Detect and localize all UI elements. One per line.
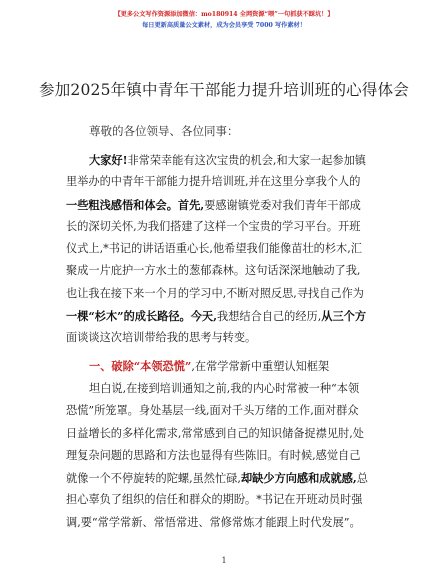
text-line xyxy=(66,423,368,445)
document-title: 参加2025年镇中青年干部能力提升培训班的心得体会 xyxy=(39,81,409,99)
text-line xyxy=(66,238,366,260)
promo-banner-line-1: 【更多公文写作资源添加微信：mo180914 全网资源“喂”一句抓获不踩坑！】 xyxy=(114,11,334,18)
text-line xyxy=(66,400,368,422)
text-run: 理复杂问题的思路和方法也显得有些陈旧。有时候,感觉自己 xyxy=(66,448,361,462)
text-line xyxy=(66,149,366,171)
text-run: 要感谢镇党委对我们青年干部成 xyxy=(204,198,361,212)
heading-text: ,在常学常新中重塑认知框架 xyxy=(191,360,330,373)
heading-emphasis: 一、破除“本领恐慌” xyxy=(89,359,192,373)
text-run: 聚成一片庇护一方水土的葱郁森林。这句话深深地触动了我, xyxy=(66,264,361,278)
paragraph-2 xyxy=(66,378,368,534)
paragraph-1 xyxy=(66,149,366,350)
greeting: 尊敬的各位领导、各位同事： xyxy=(89,124,239,138)
promo-banner-line-2: 每日更新高质量公文素材，成为会员享受 7000 写作素材！ xyxy=(142,22,306,29)
text-run: 坦白说,在接到培训通知之前,我的内心时常被一种“本领 xyxy=(89,382,360,395)
text-run: 非常荣幸能有这次宝贵的机会,和大家一起参加镇 xyxy=(127,154,366,167)
bold-phrase: 从三个方 xyxy=(321,309,367,324)
text-line xyxy=(66,194,366,216)
text-run: 调,要“常学常新、常悟常进、常修常炼才能跟上时代发展”。 xyxy=(66,515,361,529)
text-run: 总 xyxy=(356,472,368,486)
bold-phrase: 一棵“杉木”的成长路径。今天, xyxy=(66,309,218,324)
text-run: 仪式上,*书记的讲话语重心长,他希望我们能像苗壮的杉木,汇 xyxy=(66,242,362,256)
text-line xyxy=(66,260,366,282)
text-run: 也让我在接下来一个月的学习中,不断对照反思,寻找自己作为 xyxy=(66,286,364,300)
text-line xyxy=(66,489,368,511)
text-run: 长的深切关怀,为我们搭建了这样一个宝贵的学习平台。开班 xyxy=(66,219,361,233)
page-number: 1 xyxy=(221,556,227,565)
text-line xyxy=(66,171,366,193)
text-run: 面谈谈这次培训带给我的思考与转变。 xyxy=(66,331,257,345)
text-run: 就像一个不停旋转的陀螺,虽然忙碌, xyxy=(66,472,241,486)
text-run: 里举办的中青年干部能力提升培训班,并在这里分享我个人的 xyxy=(66,175,361,189)
text-run: 我想结合自己的经历, xyxy=(217,310,322,324)
text-run: 恐慌”所笼罩。身处基层一线,面对千头万绪的工作,面对群众 xyxy=(66,404,359,418)
text-line xyxy=(66,512,368,534)
bold-phrase: 大家好! xyxy=(89,153,128,167)
bold-phrase: 却缺少方向感和成就感, xyxy=(240,471,357,486)
text-line xyxy=(66,467,368,489)
text-run: 担心辜负了组织的信任和群众的期盼。*书记在开班动员时强 xyxy=(66,493,363,507)
section-heading xyxy=(66,355,329,378)
bold-phrase: 一些粗浅感悟和体会。首先, xyxy=(66,197,205,212)
text-line xyxy=(66,216,366,238)
text-line xyxy=(66,305,366,327)
text-line xyxy=(66,378,368,400)
text-line xyxy=(66,327,366,349)
text-line xyxy=(66,445,368,467)
text-run: 日益增长的多样化需求,常常感到自己的知识储备捉襟见肘,处 xyxy=(66,426,364,440)
text-line xyxy=(66,283,366,305)
